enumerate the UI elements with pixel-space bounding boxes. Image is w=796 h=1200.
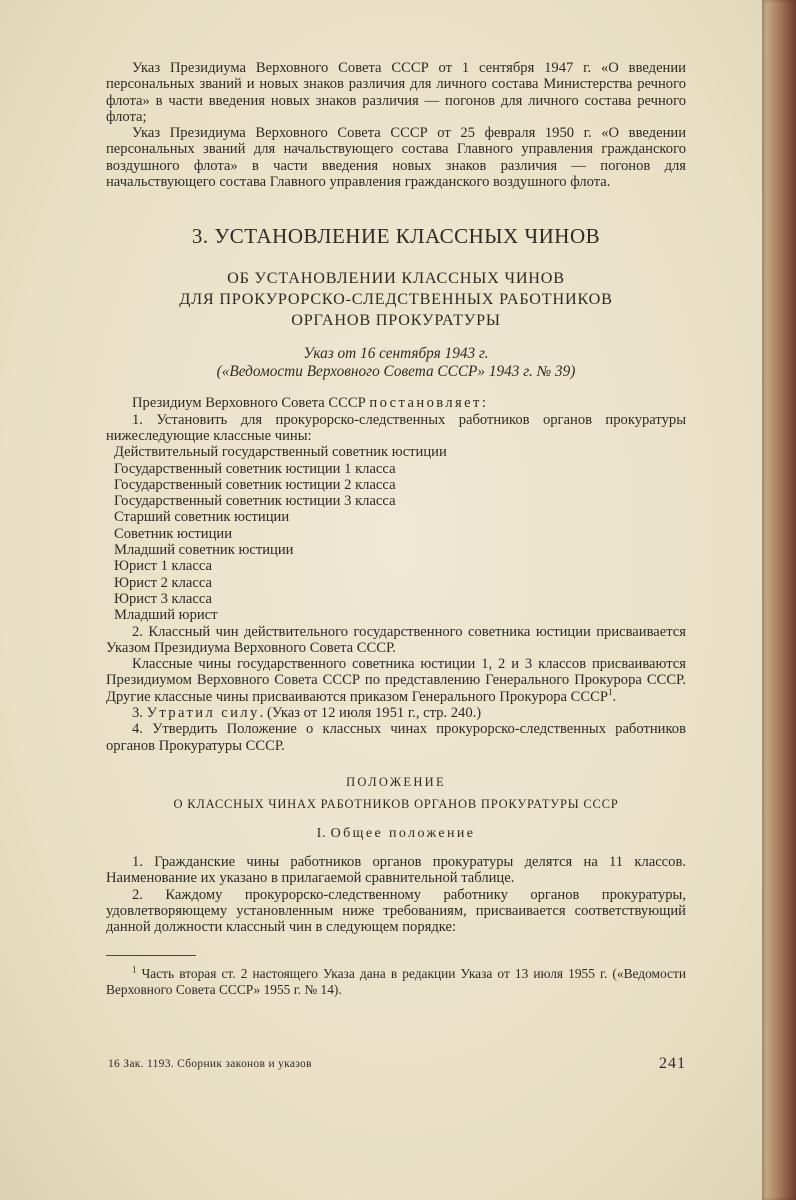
rank-item: Младший советник юстиции: [114, 542, 294, 559]
rank-item: Юрист 1 класса: [114, 558, 213, 575]
regulation-part-title: I. Общее положение: [316, 825, 476, 841]
intro-paragraph-1: Указ Президиума Верховного Совета СССР от 1 сентября 1947 г. «О введении персональных званий и новых знаков различия для личного состава Министерства речного флота» в части введения новых знаков различия — погонов для личного состава речного флота;: [106, 60, 686, 125]
decree-preamble: Президиум Верховного Совета СССР постановляет:: [132, 395, 486, 412]
regulation-paragraph-1: 1. Гражданские чины работников органов прокуратуры делятся на 11 классов. Наименование их указано в прилагаемой сравнительной таблице.: [106, 853, 686, 887]
page-number: 241: [659, 1055, 686, 1072]
page-footer: [108, 1055, 686, 1072]
regulation-paragraph-2: 2. Каждому прокурорско-следственному работнику органов прокуратуры, удовлетворяющему установленным ниже требованиям, присваивается соответствующий данной должности классный чин в следующем порядке:: [106, 886, 686, 936]
decree-item-1: 1. Установить для прокурорско-следственных работников органов прокуратуры нижеследующие классные чины:: [106, 411, 686, 444]
rank-item: Советник юстиции: [114, 525, 233, 542]
preamble-verb: постановляет: [369, 395, 482, 412]
regulation-subheading: О КЛАССНЫХ ЧИНАХ РАБОТНИКОВ ОРГАНОВ ПРОКУРАТУРЫ СССР: [173, 796, 619, 811]
decree-item-4: 4. Утвердить Положение о классных чинах прокурорско-следственных работников органов Прокуратуры СССР.: [106, 721, 686, 754]
footnote-divider: [106, 955, 196, 956]
rank-item: Государственный советник юстиции 2 класса: [114, 476, 396, 493]
section-title: 3. УСТАНОВЛЕНИЕ КЛАССНЫХ ЧИНОВ: [191, 224, 601, 249]
footnote: $^1$ Часть вторая ст. 2 настоящего Указа дана в редакции Указа от 13 июля 1955 г. («Ведомости Верховного Совета СССР» 1955 г. № 14).: [106, 964, 686, 998]
footnote-reference: 1: [608, 686, 613, 697]
printing-imprint: 16 Зак. 1193. Сборник законов и указов: [108, 1058, 312, 1070]
decree-item-2: 2. Классный чин действительного государственного советника юстиции присваивается Указом Президиума Верховного Совета СССР.: [106, 623, 686, 656]
decree-item-2b: Классные чины государственного советника юстиции 1, 2 и 3 классов присваиваются Президиумом Верховного Совета СССР по представлению Генерального Прокурора СССР. Другие классные чины присваиваются приказом Генерального Прокурора СССР$^1$.: [106, 656, 686, 705]
repealed-label: Утратил силу: [146, 705, 260, 722]
intro-paragraph-2: Указ Президиума Верховного Совета СССР от 25 февраля 1950 г. «О введении персональных званий для начальствующего состава Главного управления гражданского воздушного флота» в части введения новых знаков различия — погонов для начальствующего состава Главного управления гражданского воздушного флота.: [106, 125, 686, 191]
regulation-heading: ПОЛОЖЕНИЕ: [346, 774, 446, 789]
rank-item: Юрист 2 класса: [114, 574, 213, 591]
page-content: [106, 60, 686, 998]
rank-item: Государственный советник юстиции 1 класса: [114, 460, 396, 477]
decree-source: («Ведомости Верховного Совета СССР» 1943 г. № 39): [216, 363, 576, 381]
decree-item-3: 3. Утратил силу. (Указ от 12 июля 1951 г., стр. 240.): [132, 705, 482, 722]
ranks-list: [106, 444, 686, 623]
rank-item: Юрист 3 класса: [114, 590, 213, 607]
rank-item: Младший юрист: [114, 607, 218, 624]
decree-title-line-2: ДЛЯ ПРОКУРОРСКО-СЛЕДСТВЕННЫХ РАБОТНИКОВ: [179, 290, 613, 309]
footnote-mark: 1: [132, 964, 137, 975]
rank-item: Государственный советник юстиции 3 класса: [114, 493, 396, 510]
decree-title-line-1: ОБ УСТАНОВЛЕНИИ КЛАССНЫХ ЧИНОВ: [227, 269, 565, 288]
rank-item: Старший советник юстиции: [114, 509, 290, 526]
book-edge: [762, 0, 796, 1200]
decree-title-line-3: ОРГАНОВ ПРОКУРАТУРЫ: [291, 311, 501, 330]
rank-item: Действительный государственный советник юстиции: [114, 444, 447, 461]
decree-date: Указ от 16 сентября 1943 г.: [303, 345, 489, 363]
